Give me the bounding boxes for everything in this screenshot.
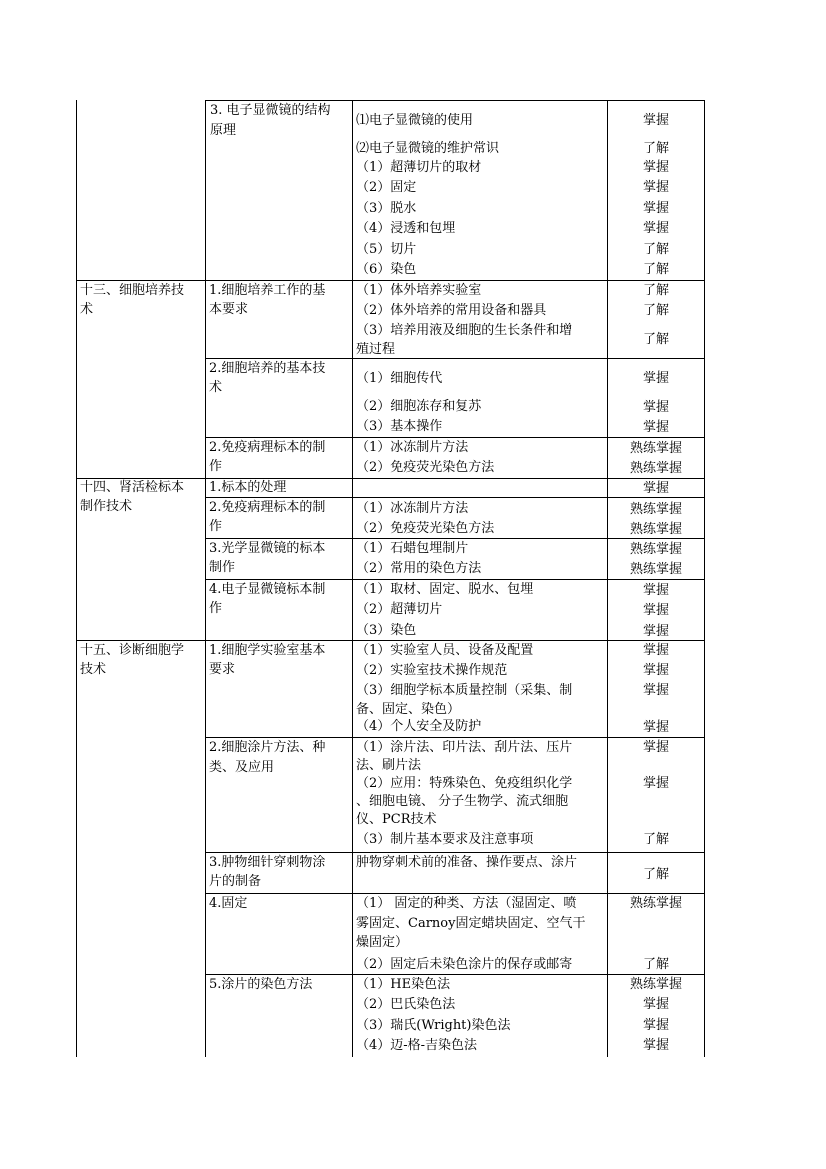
table-border-left: [76, 100, 77, 1057]
topic-label: 2.细胞涂片方法、种: [209, 740, 326, 755]
content-item: ⑵电子显微镜的维护常识: [356, 141, 500, 156]
section-title: 技术: [80, 662, 107, 677]
requirement-level: 了解: [642, 141, 669, 156]
content-item: （1）涂片法、印片法、刮片法、压片: [356, 740, 573, 755]
requirement-level: 掌握: [642, 400, 669, 415]
section-title: 制作技术: [80, 499, 133, 514]
topic-label: 2.细胞培养的基本技: [209, 361, 326, 376]
requirement-level: 掌握: [642, 720, 669, 735]
content-item: （5）切片: [356, 242, 417, 257]
requirement-level: 掌握: [642, 603, 669, 618]
requirement-level: 熟练掌握: [629, 977, 682, 992]
requirement-level: 掌握: [642, 740, 669, 755]
content-item: 、细胞电镜、 分子生物学、流式细胞: [356, 794, 569, 809]
content-item: 燥固定）: [356, 935, 409, 950]
topic-label: 作: [209, 459, 223, 474]
content-item: （1）石蜡包埋制片: [356, 541, 469, 556]
content-item: （2）应用：特殊染色、免疫组织化学: [356, 776, 573, 791]
content-item: 雾固定、Carnoy固定蜡块固定、空气干: [356, 916, 586, 931]
topic-label: 要求: [209, 662, 236, 677]
content-item: （1）实验室人员、设备及配置: [356, 643, 534, 658]
content-item: （2）常用的染色方法: [356, 561, 482, 576]
topic-label: 1.标本的处理: [209, 480, 287, 495]
requirement-level: 掌握: [642, 420, 669, 435]
content-item: （3）制片基本要求及注意事项: [356, 832, 534, 847]
topic-label: 5.涂片的染色方法: [209, 977, 313, 992]
requirement-level: 熟练掌握: [629, 502, 682, 517]
topic-label: 3.肿物细针穿刺物涂: [209, 855, 326, 870]
topic-label: 本要求: [209, 302, 249, 317]
topic-label: 1.细胞培养工作的基: [209, 283, 326, 298]
content-item: （1）取材、固定、脱水、包埋: [356, 582, 534, 597]
requirement-level: 掌握: [642, 180, 669, 195]
content-item: 仪、PCR技术: [356, 812, 437, 827]
content-item: （1）HE染色法: [356, 977, 451, 992]
requirement-level: 熟练掌握: [629, 542, 682, 557]
requirement-level: 掌握: [642, 201, 669, 216]
requirement-level: 掌握: [642, 1018, 669, 1033]
topic-label: 3.光学显微镜的标本: [209, 541, 326, 556]
requirement-level: 熟练掌握: [629, 896, 682, 911]
requirement-level: 掌握: [642, 371, 669, 386]
content-item: （2）实验室技术操作规范: [356, 663, 508, 678]
section-title: 十五、诊断细胞学: [80, 643, 185, 658]
content-item: （2）固定后未染色涂片的保存或邮寄: [356, 957, 573, 972]
section-title: 十三、细胞培养技: [80, 283, 185, 298]
topic-label: 2.免疫病理标本的制: [209, 440, 326, 455]
content-item: （1）超薄切片的取材: [356, 160, 482, 175]
content-item: （3）脱水: [356, 201, 417, 216]
topic-label: 类、及应用: [209, 760, 275, 775]
requirement-level: 掌握: [642, 663, 669, 678]
requirement-level: 熟练掌握: [629, 461, 682, 476]
content-item: （4）迈-格-吉染色法: [356, 1038, 478, 1053]
content-item: （3）瑞氏(Wright)染色法: [356, 1018, 511, 1033]
content-item: （2）超薄切片: [356, 602, 443, 617]
topic-label: 原理: [210, 123, 237, 138]
content-item: （2）免疫荧光染色方法: [356, 521, 495, 536]
content-item: （2）免疫荧光染色方法: [356, 460, 495, 475]
topic-label: 术: [209, 380, 223, 395]
requirement-level: 了解: [642, 832, 669, 847]
section-title: 术: [80, 302, 94, 317]
section-title: 十四、肾活检标本: [80, 480, 185, 495]
content-item: （3）培养用液及细胞的生长条件和增: [356, 323, 573, 338]
content-item: （2）固定: [356, 180, 417, 195]
topic-label: 4.固定: [209, 896, 248, 911]
content-item: （1）体外培养实验室: [356, 283, 482, 298]
requirement-level: 掌握: [642, 776, 669, 791]
content-item: （3）基本操作: [356, 419, 443, 434]
topic-label: 2.免疫病理标本的制: [209, 500, 326, 515]
content-item: 殖过程: [356, 342, 396, 357]
content-item: （4）浸透和包埋: [356, 221, 456, 236]
requirement-level: 掌握: [642, 583, 669, 598]
requirement-level: 了解: [642, 283, 669, 298]
content-item: （6）染色: [356, 262, 417, 277]
topic-label: 片的制备: [209, 874, 262, 889]
requirement-level: 掌握: [642, 481, 669, 496]
requirement-level: 了解: [642, 867, 669, 882]
requirement-level: 掌握: [642, 113, 669, 128]
requirement-level: 熟练掌握: [629, 562, 682, 577]
content-item: ⑴电子显微镜的使用: [356, 113, 474, 128]
content-item: （1） 固定的种类、方法（湿固定、喷: [356, 896, 577, 911]
topic-label: 制作: [209, 560, 236, 575]
requirement-level: 了解: [642, 242, 669, 257]
content-item: （1）细胞传代: [356, 371, 443, 386]
content-item: （2）体外培养的常用设备和器具: [356, 303, 547, 318]
requirement-level: 掌握: [642, 997, 669, 1012]
content-item: （1）冰冻制片方法: [356, 440, 469, 455]
requirement-level: 掌握: [642, 643, 669, 658]
content-item: 法、刷片法: [356, 758, 422, 773]
topic-label: 作: [209, 601, 223, 616]
requirement-level: 了解: [642, 957, 669, 972]
requirement-level: 了解: [642, 303, 669, 318]
content-item: 备、固定、染色）: [356, 702, 461, 717]
content-item: （3）染色: [356, 623, 417, 638]
content-item: （2）细胞冻存和复苏: [356, 399, 482, 414]
requirement-level: 熟练掌握: [629, 522, 682, 537]
requirement-level: 熟练掌握: [629, 441, 682, 456]
requirement-level: 了解: [642, 332, 669, 347]
content-item: （1）冰冻制片方法: [356, 501, 469, 516]
requirement-level: 掌握: [642, 683, 669, 698]
requirement-level: 掌握: [642, 160, 669, 175]
content-item: （3）细胞学标本质量控制（采集、制: [356, 683, 573, 698]
topic-label: 3. 电子显微镜的结构: [210, 103, 331, 118]
requirement-level: 掌握: [642, 221, 669, 236]
content-item: （4）个人安全及防护: [356, 719, 482, 734]
content-item: 肿物穿刺术前的准备、操作要点、涂片: [356, 855, 578, 870]
requirement-level: 了解: [642, 262, 669, 277]
topic-label: 4.电子显微镜标本制: [209, 582, 326, 597]
requirement-level: 掌握: [642, 624, 669, 639]
requirement-level: 掌握: [642, 1038, 669, 1053]
topic-label: 1.细胞学实验室基本: [209, 643, 326, 658]
topic-label: 作: [209, 519, 223, 534]
content-item: （2）巴氏染色法: [356, 997, 456, 1012]
